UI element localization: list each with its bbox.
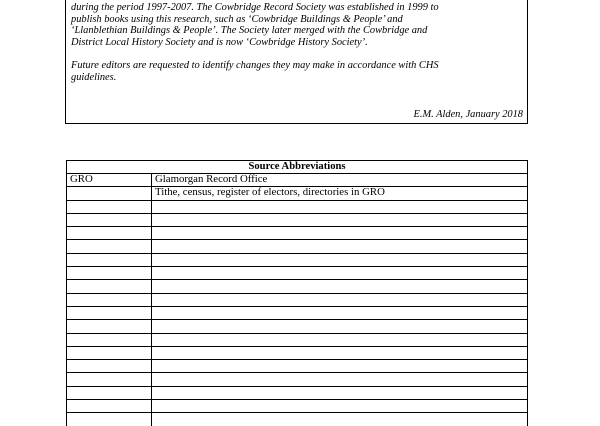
- abbreviation-cell: [67, 386, 152, 399]
- abbreviation-cell: [67, 360, 152, 373]
- source-abbreviations-table: [66, 160, 528, 426]
- table-row: [67, 187, 528, 200]
- abbreviation-cell: [67, 253, 152, 266]
- abbreviation-cell: [67, 333, 152, 346]
- meaning-cell: [152, 267, 528, 280]
- meaning-cell: [152, 400, 528, 413]
- meaning-cell: [152, 293, 528, 306]
- table-body: [67, 174, 528, 426]
- table-header-row: [67, 161, 528, 174]
- meaning-cell: [152, 240, 528, 253]
- abbreviation-cell: [67, 227, 152, 240]
- table-row: [67, 373, 528, 386]
- table-row: [67, 306, 528, 319]
- note-line: during the period 1997-2007. The Cowbridge Record Society was established in 1999 to: [71, 2, 439, 13]
- table-row: [67, 200, 528, 213]
- abbreviation-cell: [67, 400, 152, 413]
- meaning-cell: [152, 346, 528, 359]
- meaning-cell: [152, 333, 528, 346]
- abbreviation-cell: [67, 213, 152, 226]
- meaning-cell: [152, 306, 528, 319]
- editorial-note-box: [65, 0, 528, 124]
- table-row: [67, 360, 528, 373]
- abbreviation-cell: [67, 293, 152, 306]
- note-line: District Local History Society and is now ‘Cowbridge History Society’.: [71, 36, 368, 48]
- table-row: [67, 386, 528, 399]
- meaning-cell: [152, 200, 528, 213]
- abbreviation-cell: GRO: [67, 174, 152, 187]
- table-row: [67, 240, 528, 253]
- note-line: ‘Llanblethian Buildings & People’. The Society later merged with the Cowbridge and: [71, 25, 428, 36]
- table-row: [67, 320, 528, 333]
- meaning-cell: Glamorgan Record Office: [152, 174, 528, 187]
- table-row: [67, 280, 528, 293]
- abbreviation-cell: [67, 240, 152, 253]
- abbreviation-cell: [67, 200, 152, 213]
- table-row: [67, 400, 528, 413]
- note-signature: E.M. Alden, January 2018: [413, 108, 523, 120]
- meaning-cell: [152, 280, 528, 293]
- meaning-cell: [152, 413, 528, 426]
- meaning-cell: [152, 213, 528, 226]
- table-row: [67, 227, 528, 240]
- table-row: [67, 253, 528, 266]
- table-row: [67, 346, 528, 359]
- meaning-cell: [152, 360, 528, 373]
- table-row: [67, 413, 528, 426]
- table-row: [67, 213, 528, 226]
- note-line: guidelines.: [71, 71, 117, 83]
- abbreviation-cell: [67, 306, 152, 319]
- abbreviation-cell: [67, 346, 152, 359]
- abbreviation-cell: [67, 320, 152, 333]
- meaning-cell: [152, 386, 528, 399]
- table-row: [67, 333, 528, 346]
- abbreviation-cell: [67, 267, 152, 280]
- meaning-cell: [152, 253, 528, 266]
- note-line: Future editors are requested to identify changes they may make in accordance with CHS: [71, 60, 439, 71]
- abbreviation-cell: [67, 373, 152, 386]
- abbreviation-cell: [67, 280, 152, 293]
- abbreviation-cell: [67, 413, 152, 426]
- note-paragraph-2: [71, 60, 523, 83]
- table-row: [67, 267, 528, 280]
- meaning-cell: Tithe, census, register of electors, directories in GRO: [152, 187, 528, 200]
- note-line: publish books using this research, such as ‘Cowbridge Buildings & People’ and: [71, 13, 403, 25]
- abbreviation-cell: [67, 187, 152, 200]
- table-row: [67, 174, 528, 187]
- meaning-cell: [152, 227, 528, 240]
- table-title: Source Abbreviations: [67, 161, 528, 174]
- note-paragraph-1: [71, 2, 523, 48]
- table-row: [67, 293, 528, 306]
- meaning-cell: [152, 373, 528, 386]
- meaning-cell: [152, 320, 528, 333]
